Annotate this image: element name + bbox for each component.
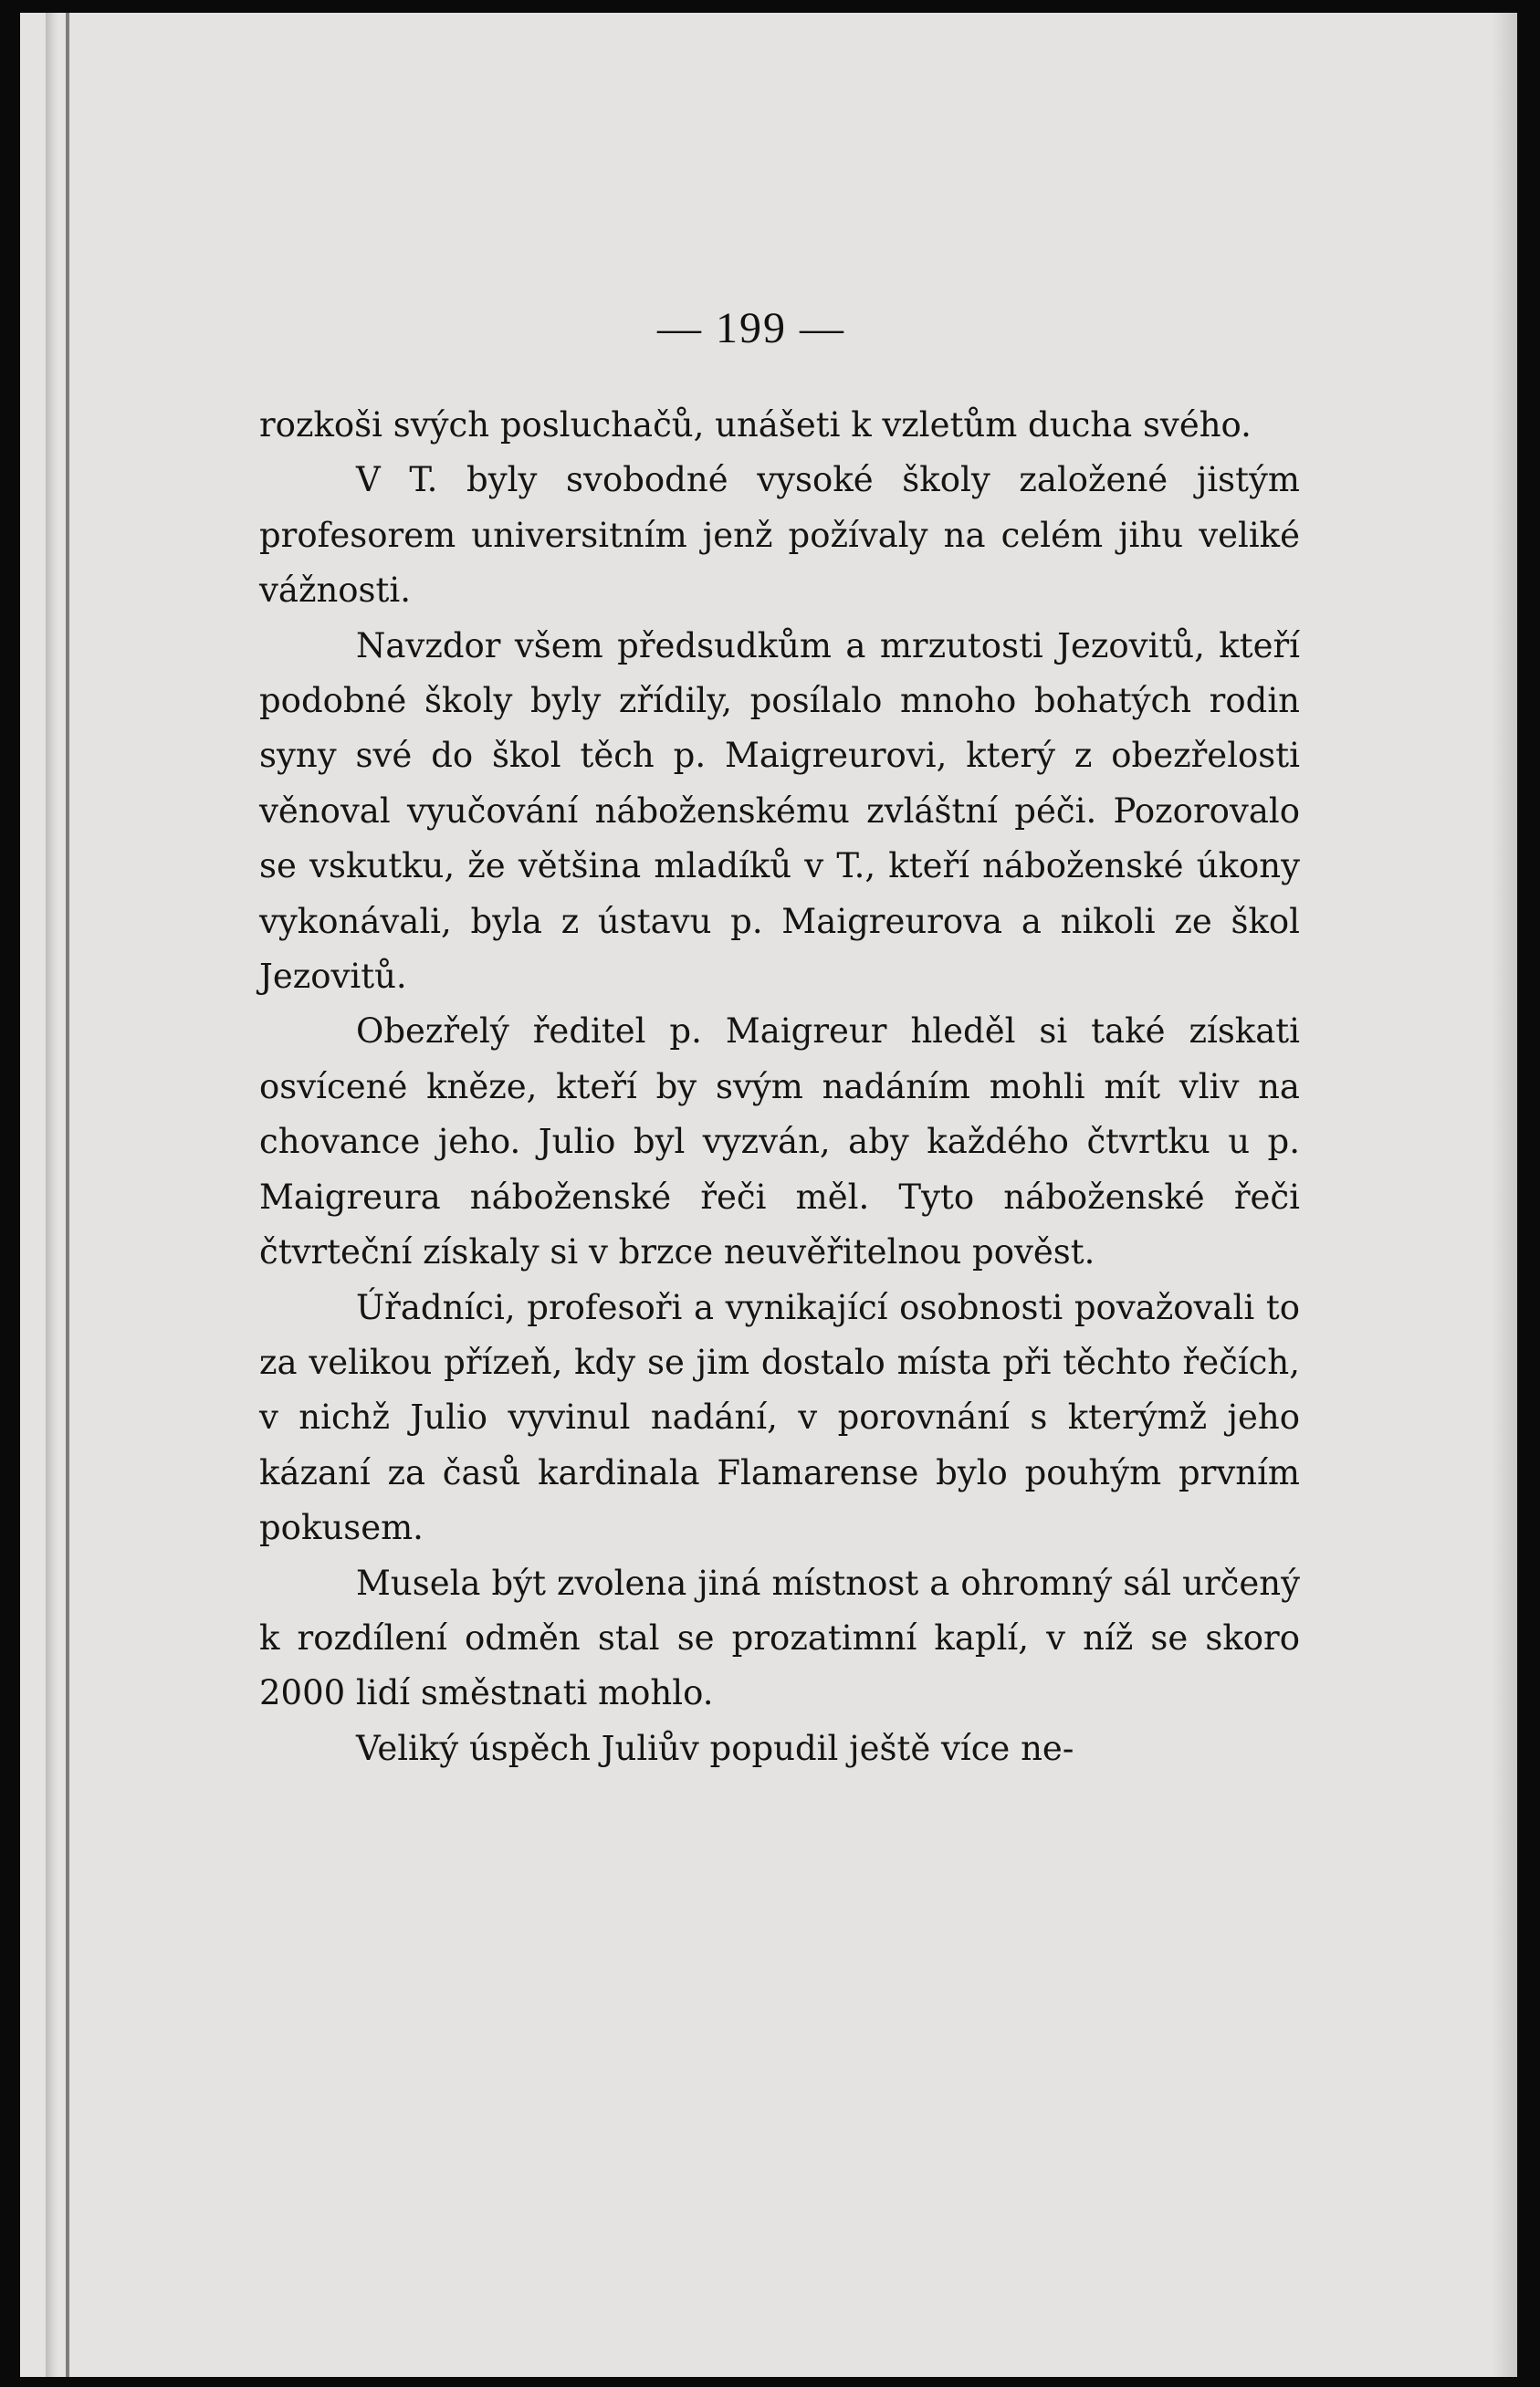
paragraph-1: rozkoši svých posluchačů, unášeti k vzletům ducha svého. <box>259 405 1252 445</box>
page-edge-shadow <box>1492 13 1517 2377</box>
book-page <box>20 13 1517 2377</box>
paragraph-4: Obezřelý ředitel p. Maigreur hleděl si také získati osvícené kněze, kteří by svým nadáním mohli mít vliv na chovance jeho. Julio byl vyzván, aby každého čtvrtku u p. Maigreura náboženské řeči měl. Tyto náboženské řeči čtvrteční získaly si v brzce neuvěřitelnou pověst. <box>259 1011 1300 1272</box>
page-number: — 199 — <box>657 304 845 352</box>
paragraph-6: Musela být zvolena jiná místnost a ohromný sál určený k rozdílení odměn stal se prozatimní kaplí, v níž se skoro 2000 lidí směstnati mohlo. <box>259 1563 1300 1713</box>
page-spine-shadow <box>46 13 58 2377</box>
body-text <box>259 398 1300 1776</box>
paragraph-3: Navzdor všem předsudkům a mrzutosti Jezovitů, kteří podobné školy byly zřídily, posílalo mnoho bohatých rodin syny své do škol těch p. Maigreurovi, který z obezřelosti věnoval vyučování náboženskému zvláštní péči. Pozorovalo se vskutku, že většina mladíků v T., kteří náboženské úkony vykonávali, byla z ústavu p. Maigreurova a nikoli ze škol Jezovitů. <box>259 625 1300 997</box>
paragraph-2: V T. byly svobodné vysoké školy založené jistým profesorem universitním jenž požívaly na celém jihu veliké vážnosti. <box>259 460 1300 611</box>
paragraph-7: Veliký úspěch Juliův popudil ještě více ne- <box>356 1728 1074 1768</box>
paragraph-5: Úřadníci, profesoři a vynikající osobnosti považovali to za velikou přízeň, kdy se jim dostalo místa při těchto řečích, v nichž Julio vyvinul nadání, v porovnání s kterýmž jeho kázaní za časů kardinala Flamarense bylo pouhým prvním pokusem. <box>259 1287 1300 1548</box>
page-fold-line <box>66 13 69 2377</box>
